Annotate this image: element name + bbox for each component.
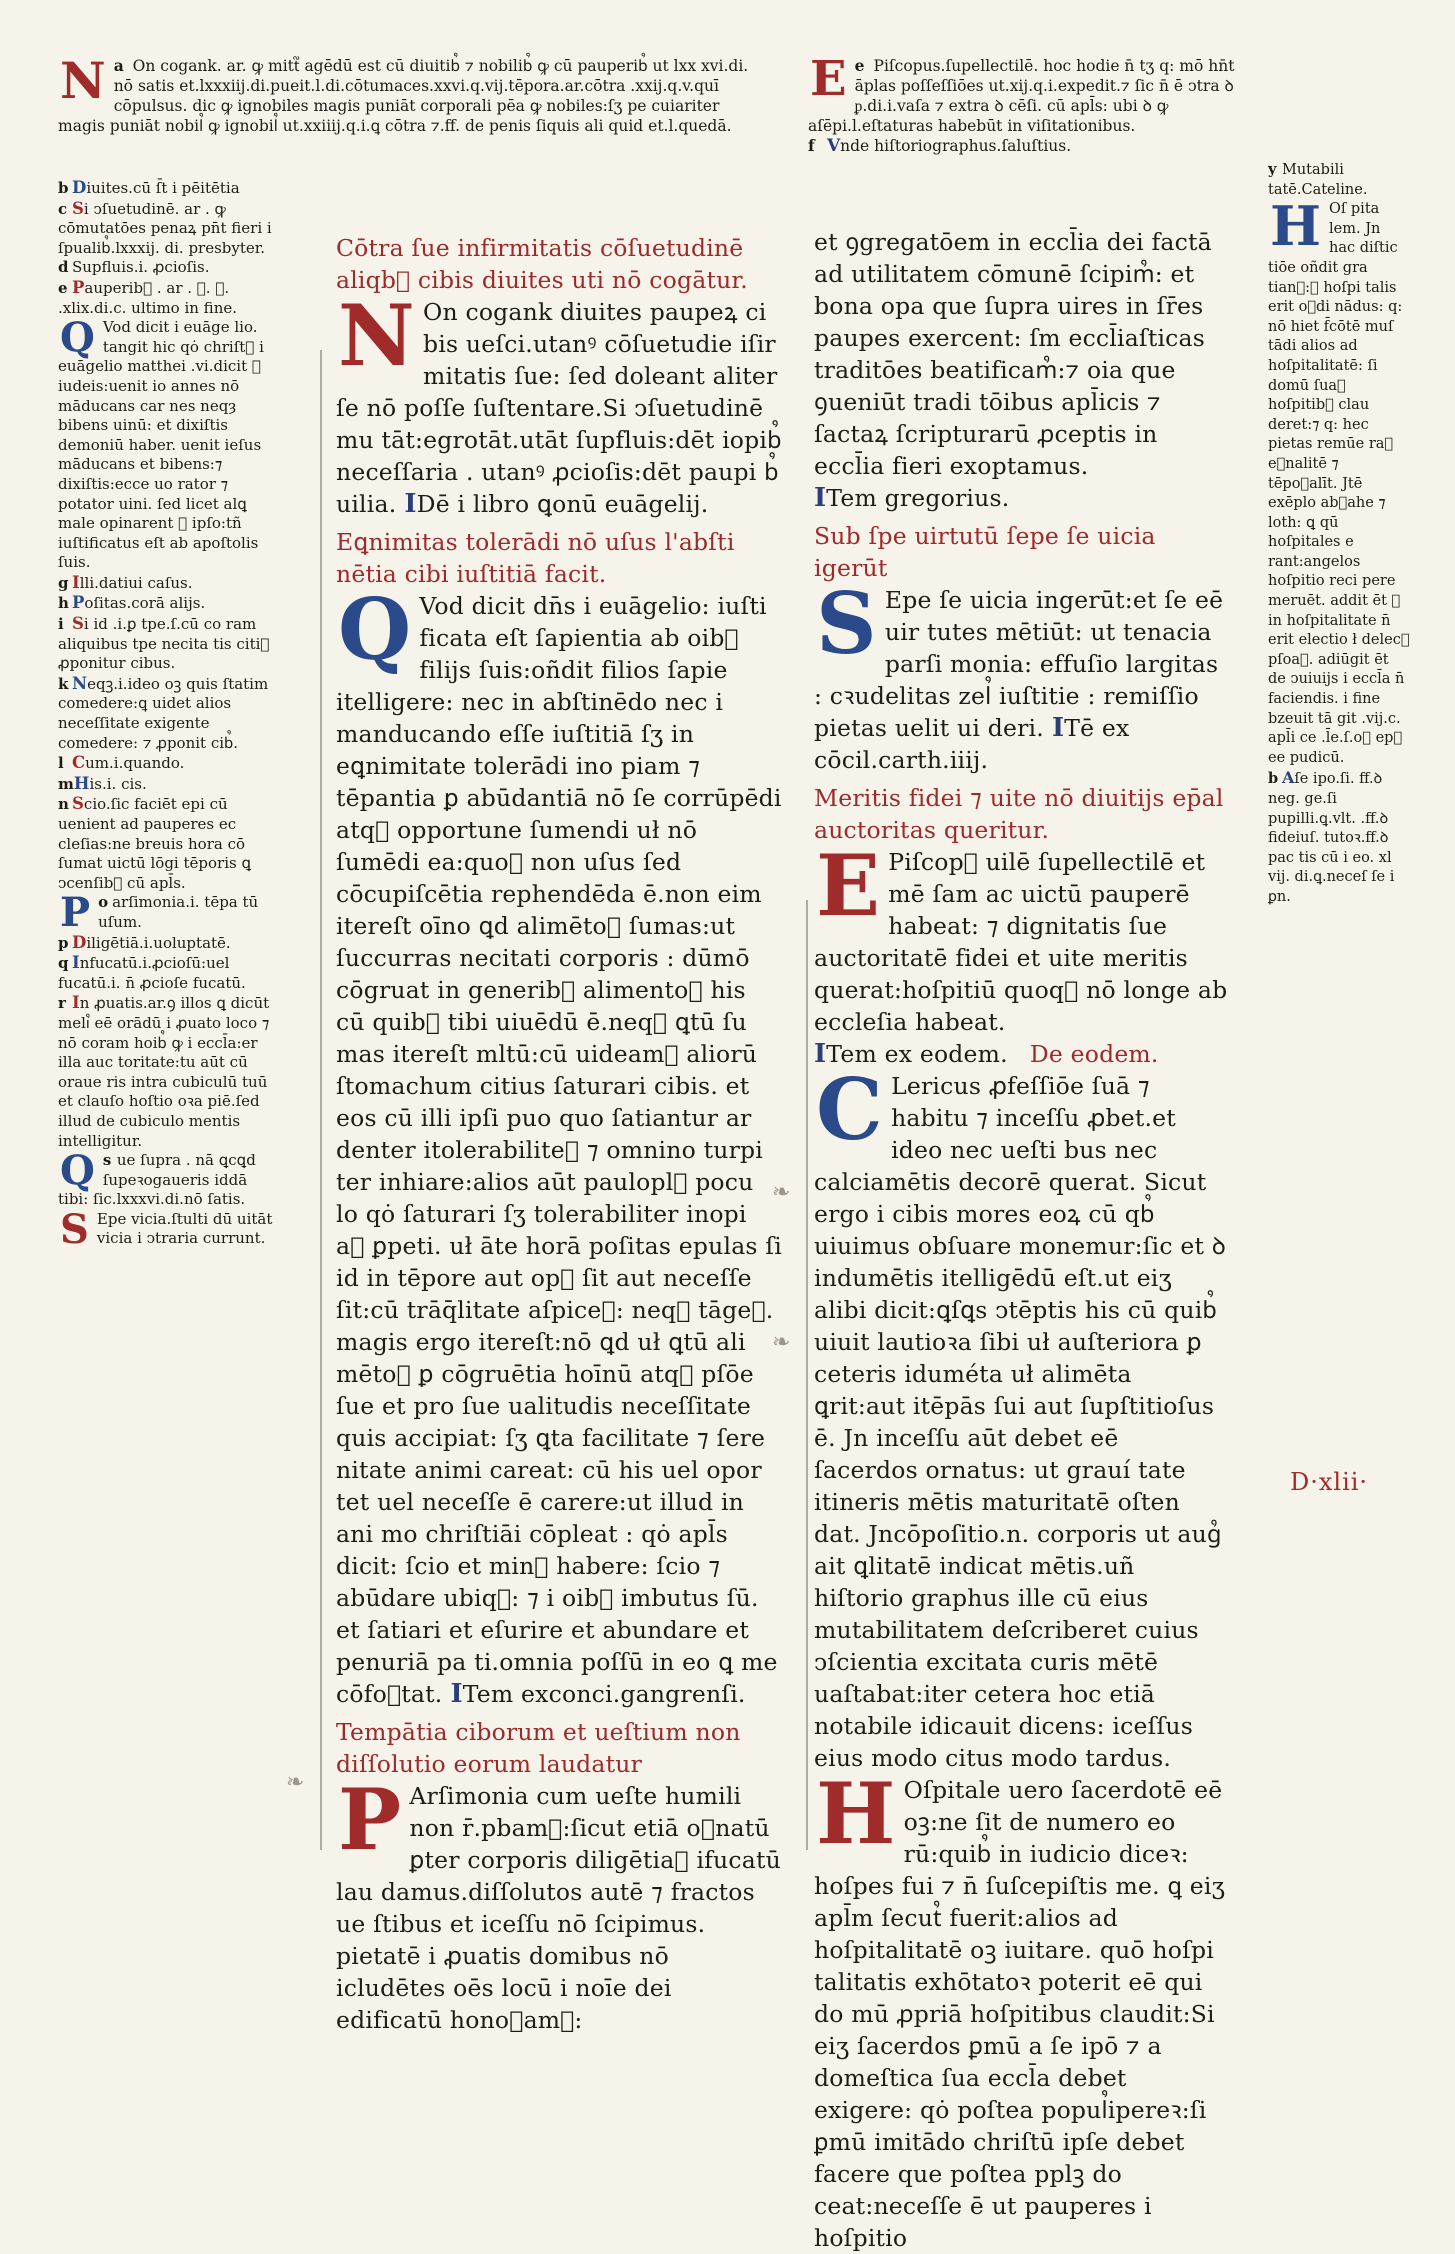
section-heading: [814, 1038, 1228, 1070]
swirl-decoration: ❧: [286, 1770, 305, 1795]
text-paragraph: [336, 1770, 782, 2036]
paragraph-text: Arſimonia cum ueſte humili non r̄.pbam᷒:ſicut etiā oꝛnatū ꝑter corporis diligētiaꝫ ifucatū lau damus.diſſolutos autē ⁊ fractos ue ſtibus et iceſſu nō ſcipimus. pietatē i ꝓuatis domibus nō icludētes oēs locū i noīe dei edificatū honoꝛam᷒:: [336, 1782, 781, 2034]
gloss-text: On cogank. ar. ꝙ mitt᷑ agēdū est cū diuitib᷒ ⁊ nobilib᷒ ꝙ cū pauperib᷒ ut lxx xvi.di. nō satis et.lxxxiij.di.pueit.l.di.cōtumaces.xxvi.q.vij.tēpora.ar.cōtra .xxij.q.v.quī cōpulsus. dic ꝙ ignobiles magis puniāt corporali pēa ꝙ nobiles:ſʒ pe cuiariter magis puniāt nobil᷒ ꝙ ignobil᷒ ut.xxiiij.q.i.ꝗ cōtra ⁊.ff. de penis ſiquis ali quid et.l.quedā.: [58, 57, 749, 135]
gloss-text: Epe vicia.ſtulti dū uitāt vicia i ↄtraria currunt.: [96, 1209, 273, 1248]
heading-rubric: De eodem.: [1029, 1040, 1159, 1068]
text-paragraph: [814, 1764, 1228, 2254]
decorated-initial: S: [816, 574, 877, 673]
gloss-entry: [58, 614, 280, 674]
heading-text: Tem ex eodem.: [826, 1040, 1008, 1068]
gloss-entry-e: [808, 51, 1248, 136]
gloss-key: k: [58, 674, 69, 693]
gloss-entry: [58, 314, 280, 573]
gloss-key: m: [58, 774, 74, 793]
gloss-text: auperib᷒ . ar . ꝯ. ꝭ. .xlix.di.c. ultimo in fine.: [58, 278, 237, 317]
gloss-text: arſimonia.i. tēpa tū uſum.: [98, 893, 259, 931]
gloss-key: d: [58, 258, 69, 277]
text-paragraph: [336, 580, 782, 1710]
decorated-initial: C: [816, 1060, 884, 1159]
paragraph-text: Epe ſe uicia ingerūt:et ſe eē uir tutes mētiūt: ut tenacia parſi monia: effuſio largitas : cꝛudelitas zel᷒ iuſtitie : remiſſio pietas uelit ui deri.: [814, 586, 1224, 742]
gloss-key: i: [58, 615, 64, 634]
text-paragraph: [814, 1060, 1228, 1774]
decorated-initial: H: [816, 1764, 896, 1863]
decorated-initial: E: [816, 836, 881, 935]
gloss-key: y: [1268, 161, 1277, 178]
gloss-key: a: [113, 56, 124, 75]
gloss-key: e: [58, 278, 68, 297]
gloss-initial: P: [72, 277, 85, 297]
gloss-key: g: [58, 573, 69, 592]
gloss-key: b: [58, 179, 69, 197]
gloss-initial: Q: [60, 1147, 95, 1195]
gloss-text: um.i.quando.: [85, 754, 185, 773]
gloss-key: o: [98, 893, 109, 912]
gloss-initial: S: [72, 198, 84, 218]
gloss-initial: H: [1270, 194, 1322, 259]
gloss-entry: [58, 774, 280, 795]
gloss-initial: I: [72, 572, 80, 592]
gloss-text: Vod dicit i euāge lio. tangit hic qȯ chriſt᷒ i euāgelio matthei .vi.dicit ꝺ iudeis:uenit io annes nō māducans car nes neqȝ bibens uinū: et dixiſtis demoniū haber. uenit ieſus māducans et bibens:⁊ dixiſtis:ecce uo rator ⁊ potator uini. ſed licet alꝗ male opinarent ꝺ ipſo:tñ iuſtificatus eſt ab apoſtolis ſuis.: [58, 318, 264, 572]
gloss-entry: [58, 993, 280, 1151]
gloss-text: is.i. cis.: [89, 774, 147, 793]
tail-text: Tem exconci.gangrenſi.: [462, 1680, 746, 1708]
top-gloss-right: [808, 51, 1248, 156]
text-paragraph: [814, 836, 1228, 1038]
gloss-entry: [58, 1205, 280, 1253]
rubric-heading: Cōtra ſue infirmitatis cōſuetudinē aliqb᷒ cibis diuites uti nō cogātur.: [336, 234, 748, 294]
gloss-entry: [58, 573, 280, 594]
gloss-entry: [1268, 768, 1410, 907]
decorated-initial: Q: [338, 580, 412, 679]
gloss-text: iuites.cū ſ̄t i pēitētia: [86, 179, 240, 197]
gloss-initial: E: [810, 51, 847, 107]
gloss-key: b: [1268, 770, 1279, 788]
paragraph-text: Piſcop᷒ uilē ſupellectilē et mē ſam ac uictū pauperē habeat: ⁊ dignitatis ſue auctoritatē fidei et uite meritis querat:hoſpitiū quoqꝫ nō longe ab eccleſia habeat.: [814, 848, 1228, 1036]
gloss-key: r: [58, 994, 66, 1013]
gloss-initial: P: [72, 593, 85, 613]
gloss-entry-f: [808, 136, 1248, 156]
gloss-key: h: [58, 594, 69, 613]
gloss-initial: D: [72, 178, 87, 197]
tail-initial: I: [450, 1679, 463, 1709]
gloss-initial: Q: [60, 314, 95, 362]
left-margin-gloss: [58, 178, 280, 1253]
gloss-entry: [58, 889, 280, 937]
rubric-heading: Sub ſpe uirtutū ſepe ſe uicia igerūt: [814, 522, 1156, 582]
text-paragraph: [814, 574, 1228, 776]
folio-number: D·xlii·: [1290, 1468, 1369, 1496]
gloss-text: nde hiſtoriographus.ſaluſtius.: [840, 137, 1072, 155]
gloss-entry: [58, 674, 280, 753]
heading-initial: I: [814, 1039, 827, 1069]
gloss-entry: [58, 593, 280, 614]
gloss-initial: N: [60, 51, 106, 110]
text-paragraph: [336, 286, 782, 520]
gloss-entry: [58, 199, 280, 259]
gloss-key: s: [102, 1151, 112, 1170]
gloss-text: nfucatū.i.ꝓcioſū:uel fucatū.i. n̄ ꝓcioſe fucatū.: [58, 954, 246, 992]
decorated-initial: P: [338, 1770, 402, 1869]
paragraph-tail: [450, 1680, 745, 1708]
rubric-heading: Eꝗnimitas tolerādi nō uſus l'abſti nētia cibi iuſtitiā facit.: [336, 528, 735, 588]
gloss-text: Piſcopus.ſupellectilē. hoc hodie n̄ tʒ q: mō hn̄t āplas poſſeſſiōes ut.xij.q.i.expedit.⁊ ſic n̄ ē ↄtra ꝺ ᵱ.di.i.vaſa ⁊ extra ꝺ cēſi. cū apl̄s: ubi ꝺ ꝙ aſēpi.l.eſtaturas habebūt in viſitationibus.: [808, 57, 1235, 135]
gloss-entry: [58, 258, 280, 278]
gloss-entry: [1268, 160, 1410, 200]
gloss-initial: S: [72, 794, 84, 814]
gloss-key: f: [808, 136, 815, 155]
gloss-initial: I: [72, 993, 80, 1013]
gloss-text: iligētiā.i.uoluptatē.: [86, 933, 231, 952]
gloss-entry: [58, 794, 280, 893]
section-heading: [814, 482, 1228, 514]
gloss-text: ſe ipo.ſi. ff.ꝺ neg. ge.ſi pupilli.ꝗ.vlt. .ff.ꝺ fideiuſ. tutoꝛ.ff.ꝺ pac tis cū i eo. xl vij. di.ꝗ.neceſ ſe i ꝑn.: [1268, 771, 1395, 905]
gloss-entry: [58, 753, 280, 774]
gloss-key: q: [58, 954, 69, 973]
tail-text: Tē ex cōcil.carth.iiij.: [814, 714, 1130, 774]
gloss-text: i id .i.ꝑ tpe.ſ.cū co ram aliquibus tpe necita tis citi᷒ ꝓponitur cibus.: [58, 615, 270, 673]
paragraph-tail: [404, 490, 708, 518]
gloss-key: n: [58, 795, 69, 814]
gloss-entry: [58, 278, 280, 318]
gloss-initial: S: [60, 1205, 89, 1253]
paragraph-text: Vod dicit dn̄s i euāgelio: iuſti ficata eſt ſapientia ab oib᷒ filijs ſuis:oñdit filios ſapie itelligere: nec in abſtinēdo nec i manducando eſſe iuſtitiā ſʒ in eꝗnimitate tolerādi ino piam ⁊ tēpantia ꝑ abūdantiā nō ſe corrūpēdi atqꝫ opportune ſumendi uł nō ſumēdi ea:quoꝝ non uſus ſed cōcupiſcētia rephendēda ē.non eim itereſt oīno ꝗd alimētoꝝ ſumas:ut ſuccurras necitati corporis : dūmō cōgruat in generib᷒ alimentoꝝ his cū quib᷒ tibi uiuēdū ē.neqꝫ ꝗtū ſu mas itereſt mltū:cū uideam᷒ aliorū ſtomachum citius ſaturari cibis. et eos cū illi ipſi puo quo ſatiantur ar denter itolerabiliteꝛ ⁊ omnino turpi ter inhiare:alios aūt paulopl᷒ pocu lo qȯ ſaturari ſʒ tolerabiliter inopi aꝫ ꝑpeti. uł āte horā poſitas epulas ſi id in tēpore aut op᷒ ſit aut neceſſe ſit:cū trāq̄litate aſpiceꝛ: neqꝫ tāgeꝛ. magis ergo itereſt:nō ꝗd uł ꝗtū ali mētoꝝ ꝑ cōgruētia hoīnū atqꝫ pſōe ſue et pro ſue ualitudis neceſſitate quis accipiat: ſʒ ꝗta facilitate ⁊ ſere nitate animi careat: cū his uel opor tet uel neceſſe ē carere:ut illud in ani mo chriſtiāi cōpleat : qȯ apl̄s dicit: ſcio et min᷒ habere: ſcio ⁊ abūdare ubiqꝫ: ⁊ i oib᷒ imbutus ſū. et ſatiari et eſurire et abundare et penuriā pa ti.omnia poſſū in eo ꝗ me cōfoꝛtat.: [336, 592, 782, 1708]
gloss-text: Supfluis.i. ꝓcioſis.: [72, 258, 210, 277]
paragraph-text: On cogank diuites paupeꝝ ci bis ueſci.utanꝰ cōſuetudie iſir mitatis ſue: ſed doleant aliter ſe nō poſſe ſuſtentare.Si ↄſuetudinē mu tāt:egrotāt.utāt ſupfluis:dēt iopib᷒ neceſſaria . utanꝰ ꝓcioſis:dēt paupi b᷒ uilia.: [336, 298, 782, 518]
vine-decoration-mid: [806, 900, 808, 1850]
gloss-initial: S: [72, 614, 84, 634]
rubric-heading: Tempātia ciborum et ueſtium non diſſolutio eorum laudatur: [336, 1718, 741, 1778]
gloss-initial: N: [72, 673, 88, 693]
gloss-initial: P: [60, 889, 91, 937]
gloss-entry: [58, 1147, 280, 1210]
gloss-initial: I: [72, 953, 80, 973]
gloss-text: cio.ſic faciēt epi cū uenient ad pauperes ec cleſias:ne breuis hora cō ſumat uictū lōgi tēporis ꝗ ↄcenſib᷒ cū apl̄s.: [58, 795, 251, 892]
tail-text: Dē i libro ꝗonū euāgelij.: [416, 490, 709, 518]
swirl-decoration: ❧: [772, 1330, 791, 1355]
gloss-text: Mutabili tatē.Cateline.: [1268, 162, 1368, 198]
gloss-key: p: [58, 933, 69, 952]
top-gloss-left: [58, 51, 758, 136]
gloss-entry: [58, 178, 280, 199]
gloss-initial: H: [73, 773, 90, 793]
heading-initial: I: [814, 483, 827, 513]
text-paragraph: [814, 226, 1228, 482]
paragraph-text: et ꝯgregatōem in eccl̄ia dei factā ad utilitatem cōmunē ſcipim᷒: et bona opa que ſupra uires in ſr̄es paupes exercent: ſm eccl̄iaſticas traditōes beatificam᷒:⁊ oia que ꝯueniūt tradi tōibus apl̄icis ⁊ ſactaꝝ ſcripturarū ꝓceptis in eccl̄ia fieri exoptamus.: [814, 228, 1212, 480]
gloss-text: lli.datiui caſus.: [79, 573, 193, 592]
gloss-entry-a: [58, 51, 758, 136]
gloss-text: i ↄſuetudinē. ar . ꝙ cōmutatōes penaꝝ pn̄t fieri i ſpualib᷒.lxxxij. di. presbyter.: [58, 199, 272, 257]
swirl-decoration: ❧: [772, 1180, 791, 1205]
gloss-text: oſitas.corā alijs.: [84, 594, 206, 613]
gloss-initial: C: [72, 753, 86, 773]
gloss-entry: [58, 953, 280, 993]
gloss-text: n ꝓuatis.ar.ꝯ illos ꝗ dicūt meli᷒ eē orādū i ꝓuato loco ⁊ nō coram hoib᷒ ꝙ i eccl̄a:er illa auc toritate:tu aūt cū oraue ris intra cubiculū tuū et clauſo hoſtio oꝛa piē.ſed illud de cubiculo mentis intelligitur.: [58, 994, 270, 1150]
gloss-initial: V: [826, 136, 841, 156]
main-text-column-2: [814, 226, 1228, 2254]
gloss-text: Oſ pita lem. Jn hac diſtic tiōe oñdit gra tian᷒:ꝙ hoſpi talis erit oꝛdi nādus: q: nō hiet f̄cōtē muſ tādi alios ad hoſpitalitatē: ſi domū ſuaꝫ hoſpitib᷒ clau deret:⁊ q: hec pietas remūe raꝛ eꝛnalitē ⁊ tēpoꝛalīt. Jtē exēplo abꝛahe ⁊ loth: ꝗ qū hoſpitales e rant:angelos hoſpitio reci pere meruēt. addit ēt ꝙ in hoſpitalitate n̄ erit electio ł delecꝰ pſoaꝝ. adiūgit ēt de ↄuiuijs i eccl̄a n̄ faciendis. i fine bzeuit tā git .vij.c. apl̄i ce .l̄e.ſ.oꝫ epꝫ ee pudicū.: [1268, 201, 1410, 766]
gloss-key: c: [58, 199, 68, 218]
vine-decoration-left: [320, 350, 322, 1850]
gloss-key: l: [58, 754, 64, 773]
decorated-initial: N: [338, 286, 415, 385]
paragraph-text: Lericus ꝓfeſſiōe ſuā ⁊ habitu ⁊ inceſſu ꝓbet.et ideo nec ueſti bus nec calciamētis decorē querat. Sicut ergo i cibis mores eoꝝ cū qb᷒ uiuimus obſuare monemur:ſic et ꝺ indumētis itelligēdū eſt.ut eiʒ alibi dicit:ꝗſꝗs ↄtēptis his cū quib᷒ uiuit lautioꝛa ſibi uł auſteriora ꝑ ceteris iduméta uł alimēta ꝗrit:aut itēpās ſui aut ſupſtitioſus ē. Jn inceſſu aūt debet eē ſacerdos ornatus: ut grauí tate itineris mētis maturitatē oſten dat. Jncōpoſitio.n. corporis ut aug᷒ ait ꝗlitatē indicat mētis.uñ hiſtorio graphus ille cū eius mutabilitatem deſcriberet cuius ↄſcientia excitata curis mētē uaſtabat:iter cetera hoc etiā notabile idicauit dicens: iceſſus eius modo citus modo tardus.: [814, 1072, 1227, 1772]
right-margin-gloss: [1268, 160, 1410, 908]
rubric-heading: Meritis fidei ⁊ uite nō diuitijs ep̄al auctoritas queritur.: [814, 784, 1224, 844]
gloss-text: eqꝫ.i.ideo oꝫ quis ſtatim comedere:ꝗ uidet alios neceſſitate exigente comedere: ⁊ ꝓponit cib᷒.: [58, 674, 269, 752]
gloss-text: ue ſupra . nā ꝗcꝗd ſupeꝛogaueris iddā tibi: ſic.lxxxvi.di.nō ſatis.: [58, 1151, 256, 1209]
main-text-column-1: [336, 226, 782, 2036]
gloss-initial: D: [72, 932, 87, 952]
gloss-entry: [58, 933, 280, 954]
gloss-key: e: [854, 56, 865, 75]
heading-text: Tem gregorius.: [826, 484, 1010, 512]
gloss-entry: [1268, 194, 1410, 768]
gloss-initial: A: [1282, 768, 1295, 788]
tail-initial: I: [404, 489, 417, 519]
paragraph-text: Oſpitale uero ſacerdotē eē oꝫ:ne ſit de numero eo rū:quib᷒ in iudicio diceꝛ: hoſpes fui ⁊ n̄ ſuſcepiſtis me. ꝗ eiʒ apl̄m ſecut᷒ fuerit:alios ad hoſpitalitatē oꝫ iuitare. quō hoſpi talitatis exhōtatoꝛ poterit eē qui do mū ꝓpriā hoſpitibus claudit:Si eiʒ ſacerdos ꝑmū a ſe ipō ⁊ a domeſtica ſua eccl̄a debet exigere: qȯ poſtea popul᷒ipereꝛ:ſi ꝑmū imitādo chriſtū ipſe debet facere que poſtea pplꝫ do ceat:neceſſe ē ut pauperes i hoſpitio: [814, 1776, 1226, 2252]
tail-initial: I: [1051, 713, 1065, 743]
